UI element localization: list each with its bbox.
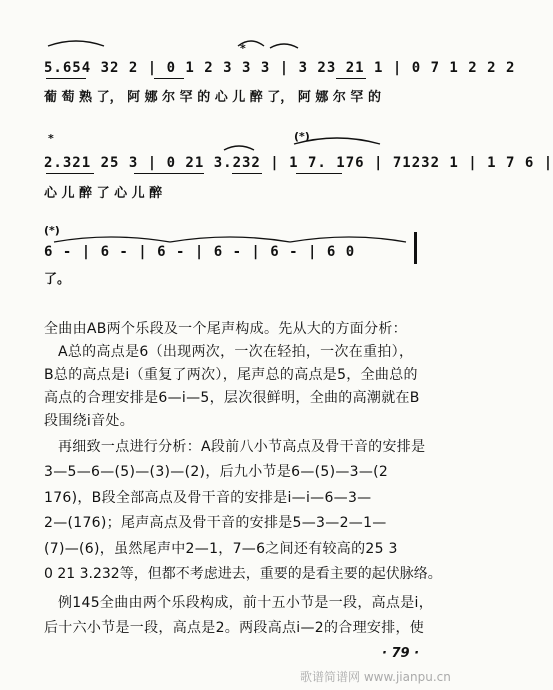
slur-arc xyxy=(46,36,106,48)
text-line: B总的高点是i（重复了两次），尾声总的高点是5，全曲总的 xyxy=(44,367,418,383)
notation-line: 6 - | 6 - | 6 - | 6 - | 6 - | 6 0 xyxy=(44,244,356,260)
lyrics-line: 心 儿 醉 了 心 儿 醉 xyxy=(44,186,163,201)
slur-arc xyxy=(292,132,382,146)
lyrics-line: 了。 xyxy=(44,272,71,287)
accent-mark: * xyxy=(240,42,246,55)
text-line: 2—(176)；尾声高点及骨干音的安排是5—3—2—1— xyxy=(44,515,387,531)
text-line: 再细致一点进行分析：A段前八小节高点及骨干音的安排是 xyxy=(58,439,426,455)
beam-line xyxy=(296,173,342,174)
text-line: 例145全曲由两个乐段构成，前十五小节是一段，高点是i， xyxy=(58,595,434,611)
footnote-mark: (*) xyxy=(294,130,310,143)
text-line: 段围绕i音处。 xyxy=(44,413,134,429)
text-line: A总的高点是6（出现两次，一次在轻拍，一次在重拍）， xyxy=(58,344,414,360)
watermark: 歌谱简谱网 www.jianpu.cn xyxy=(300,670,451,684)
slur-arc xyxy=(268,40,300,50)
final-barline xyxy=(414,232,417,264)
footnote-mark: (*) xyxy=(44,224,60,237)
slur-arc xyxy=(222,142,256,152)
text-line: 0 21 3.232等，但都不考虑进去，重要的是看主要的起伏脉络。 xyxy=(44,566,442,582)
notation-line: 2.321 25 3 | 0 21 3.232 | 1 7. 176 | 71232 1 | 1 7 6 | xyxy=(44,155,553,171)
text-line: (7)—(6)，虽然尾声中2—1，7—6之间还有较高的25 3 xyxy=(44,541,398,557)
text-line: 3—5—6—(5)—(3)—(2)，后九小节是6—(5)—3—(2 xyxy=(44,464,389,480)
tie-arc xyxy=(50,230,410,244)
beam-line xyxy=(232,173,262,174)
text-line: 176)，B段全部高点及骨干音的安排是i—i—6—3— xyxy=(44,490,372,506)
text-line: 高点的合理安排是6—i—5，层次很鲜明，全曲的高潮就在B xyxy=(44,390,420,406)
beam-line xyxy=(336,78,366,79)
beam-line xyxy=(154,78,184,79)
text-line: 后十六小节是一段，高点是2。两段高点i—2的合理安排，使 xyxy=(44,620,425,636)
text-line: 全曲由AB两个乐段及一个尾声构成。先从大的方面分析： xyxy=(44,321,407,337)
page-number: · 79 · xyxy=(382,646,420,661)
notation-line: 5.654 32 2 | 0 1 2 3 3 3 | 3 23 21 1 | 0 7 1 2 2 2 xyxy=(44,60,516,76)
accent-mark: * xyxy=(48,132,54,145)
beam-line xyxy=(134,173,204,174)
lyrics-line: 葡 萄 熟 了， 阿 娜 尔 罕 的 心 儿 醉 了， 阿 娜 尔 罕 的 xyxy=(44,90,381,105)
beam-line xyxy=(46,78,86,79)
beam-line xyxy=(46,173,94,174)
